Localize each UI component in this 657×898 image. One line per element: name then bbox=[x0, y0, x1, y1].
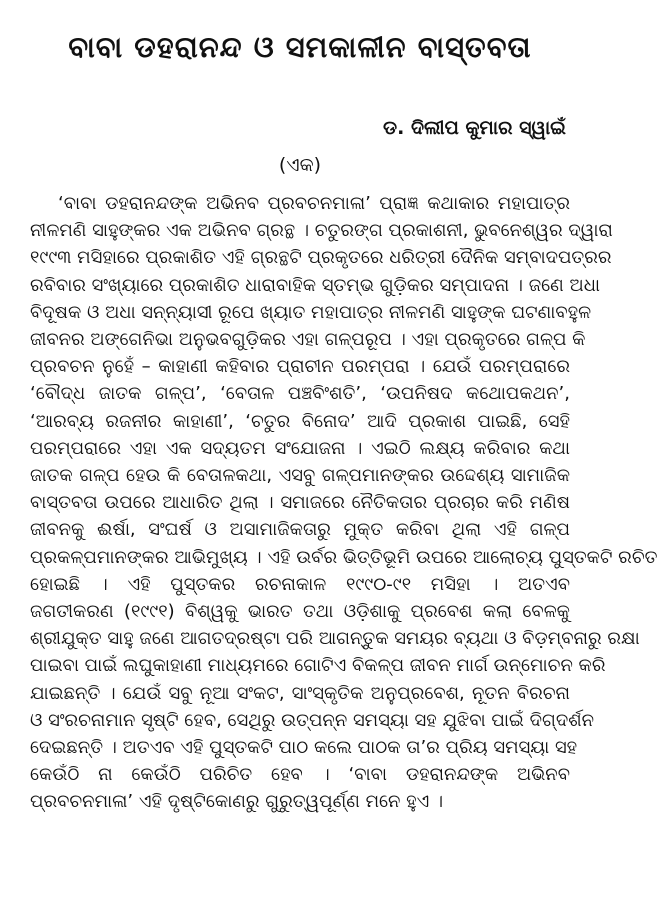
text-line: ଜଗତୀକରଣ (୧୯୯୧) ବିଶ୍ୱକୁ ଭାରତ ତଥା ଓଡ଼ିଶାକୁ ପ୍ରବେଶ କଲା ବେଳକୁ bbox=[30, 601, 570, 623]
text-line: ଜାତକ ଗଳ୍ପ ହେଉ କି ବେତାଳକଥା, ଏସବୁ ଗଳ୍ପମାନଙ୍କର ଉଦ୍ଦେଶ୍ୟ ସାମାଜିକ bbox=[30, 465, 570, 487]
text-line: ବିଦୂଷକ ଓ ଅଧା ସନ୍ନ୍ୟାସୀ ରୂପେ ଖ୍ୟାତ ମହାପାତ୍ର ନୀଳମଣି ସାହୁଙ୍କ ଘଟଣାବହୁଳ bbox=[30, 301, 592, 323]
text-line: ହୋଇଛି । ଏହି ପୁସ୍ତକର ରଚନାକାଳ ୧୯୯୦-୯୧ ମସିହା । ଅତଏବ bbox=[30, 573, 570, 595]
document-title: ବାବା ଡହରାନନ୍ଦ ଓ ସମକାଳୀନ ବାସ୍ତବତା bbox=[68, 30, 532, 64]
text-line: ‘ଆରବ୍ୟ ରଜନୀର କାହାଣୀ’, ‘ଚତୁର ବିନୋଦ’ ଆଦି ପ୍ରକାଶ ପାଇଛି, ସେହି bbox=[30, 410, 570, 432]
text-line: ‘ବାବା ଡହରାନନ୍ଦଙ୍କ ଅଭିନବ ପ୍ରବଚନମାଳା’ ପ୍ରାଜ୍ଞ କଥାକାର ମହାପାତ୍ର bbox=[58, 193, 570, 214]
text-line: ୧୯୯୩ ମସିହାରେ ପ୍ରକାଶିତ ଏହି ଗ୍ରନ୍ଥଟି ପ୍ରକୃତରେ ଧରିତ୍ରୀ ଦୈନିକ ସମ୍ବାଦପତ୍ରର bbox=[30, 247, 612, 269]
text-line: ପରମ୍ପରାରେ ଏହା ଏକ ସଦ୍ୟତମ ସଂଯୋଜନା । ଏଇଠି ଲକ୍ଷ୍ୟ କରିବାର କଥା bbox=[30, 437, 570, 459]
text-line: ଦେଇଛନ୍ତି । ଅତଏବ ଏହି ପୁସ୍ତକଟି ପାଠ କଲେ ପାଠକ ତା’ର ପ୍ରିୟ ସମସ୍ୟା ସହ bbox=[30, 737, 578, 759]
text-line: ରବିବାର ସଂଖ୍ୟାରେ ପ୍ରକାଶିତ ଧାରାବାହିକ ସ୍ତମ୍ଭ ଗୁଡ଼ିକର ସମ୍ପାଦନା । ଜଣେ ଅଧା bbox=[30, 274, 600, 296]
text-line: ଓ ସଂରଚନାମାନ ସୃଷ୍ଟି ହେବ, ସେଥିରୁ ଉତ୍ପନ୍ନ ସମସ୍ୟା ସହ ଯୁଝିବା ପାଇଁ ଦିଗ୍‌ଦର୍ଶନ bbox=[30, 709, 595, 731]
text-line: ଯାଇଛନ୍ତି । ଯେଉଁ ସବୁ ନୂଆ ସଂକଟ, ସାଂସ୍କୃତିକ ଅନୁପ୍ରବେଶ, ନୂତନ ବିରଚନା bbox=[30, 682, 570, 704]
text-line: ଶ୍ରୀଯୁକ୍ତ ସାହୁ ଜଣେ ଆଗତଦ୍ରଷ୍ଟା ପରି ଆଗନ୍ତୁକ ସମୟର ବ୍ୟଥା ଓ ବିଡ଼ମ୍ବନାରୁ ରକ୍ଷା bbox=[30, 628, 640, 650]
text-line: ବାସ୍ତବତା ଉପରେ ଆଧାରିତ ଥିଲା । ସମାଜରେ ନୈତିକତାର ପ୍ରଚାର କରି ମଣିଷ bbox=[30, 492, 570, 514]
text-line: ପ୍ରବଚନମାଳା’ ଏହି ଦୃଷ୍ଟିକୋଣରୁ ଗୁରୁତ୍ୱପୂର୍ଣ୍ଣ ମନେ ହୁଏ । bbox=[30, 791, 444, 813]
text-line: ‘ବୌଦ୍ଧ ଜାତକ ଗଳ୍ପ’, ‘ବେତାଳ ପଞ୍ଚବିଂଶତି’, ‘ଉପନିଷଦ କଥୋପକଥନ’, bbox=[30, 383, 570, 405]
author-name: ଡ. ଦିଲୀପ କୁମାର ସ୍ୱାଇଁ bbox=[383, 117, 566, 139]
text-line: ଜୀବନର ଅଙ୍ଗେନିଭା ଅନୁଭବଗୁଡ଼ିକର ଏହା ଗଳ୍ପରୂପ । ଏହା ପ୍ରକୃତରେ ଗଳ୍ପ କି bbox=[30, 329, 586, 351]
text-line: ପ୍ରକଳ୍ପମାନଙ୍କର ଆଭିମୁଖ୍ୟ । ଏହି ଉର୍ବର ଭିତ୍ତିଭୂମି ଉପରେ ଆଲୋଚ୍ୟ ପୁସ୍ତକଟି ରଚିତ bbox=[30, 546, 657, 568]
text-line: କେଉଁଠି ନା କେଉଁଠି ପରିଚିତ ହେବ । ‘ବାବା ଡହରାନନ୍ଦଙ୍କ ଅଭିନବ bbox=[30, 764, 570, 786]
text-line: ନୀଳମଣି ସାହୁଙ୍କର ଏକ ଅଭିନବ ଗ୍ରନ୍ଥ । ଚତୁରଙ୍ଗ ପ୍ରକାଶନୀ, ଭୁବନେଶ୍ୱର ଦ୍ୱାରା bbox=[30, 220, 613, 242]
section-number: (ଏକ) bbox=[278, 154, 322, 176]
text-line: ପ୍ରବଚନ ନୁହେଁ – କାହାଣୀ କହିବାର ପ୍ରାଚୀନ ପରମ୍ପରା । ଯେଉଁ ପରମ୍ପରାରେ bbox=[30, 356, 570, 378]
body-paragraph bbox=[30, 190, 657, 816]
text-line: ଜୀବନକୁ ଈର୍ଷା, ସଂଘର୍ଷ ଓ ଅସାମାଜିକତାରୁ ମୁକ୍ତ କରିବା ଥିଲା ଏହି ଗଳ୍ପ bbox=[30, 519, 570, 541]
text-line: ପାଇବା ପାଇଁ ଲଘୁକାହାଣୀ ମାଧ୍ୟମରେ ଗୋଟିଏ ବିକଳ୍ପ ଜୀବନ ମାର୍ଗ ଉନ୍ମୋଚନ କରି bbox=[30, 655, 606, 677]
